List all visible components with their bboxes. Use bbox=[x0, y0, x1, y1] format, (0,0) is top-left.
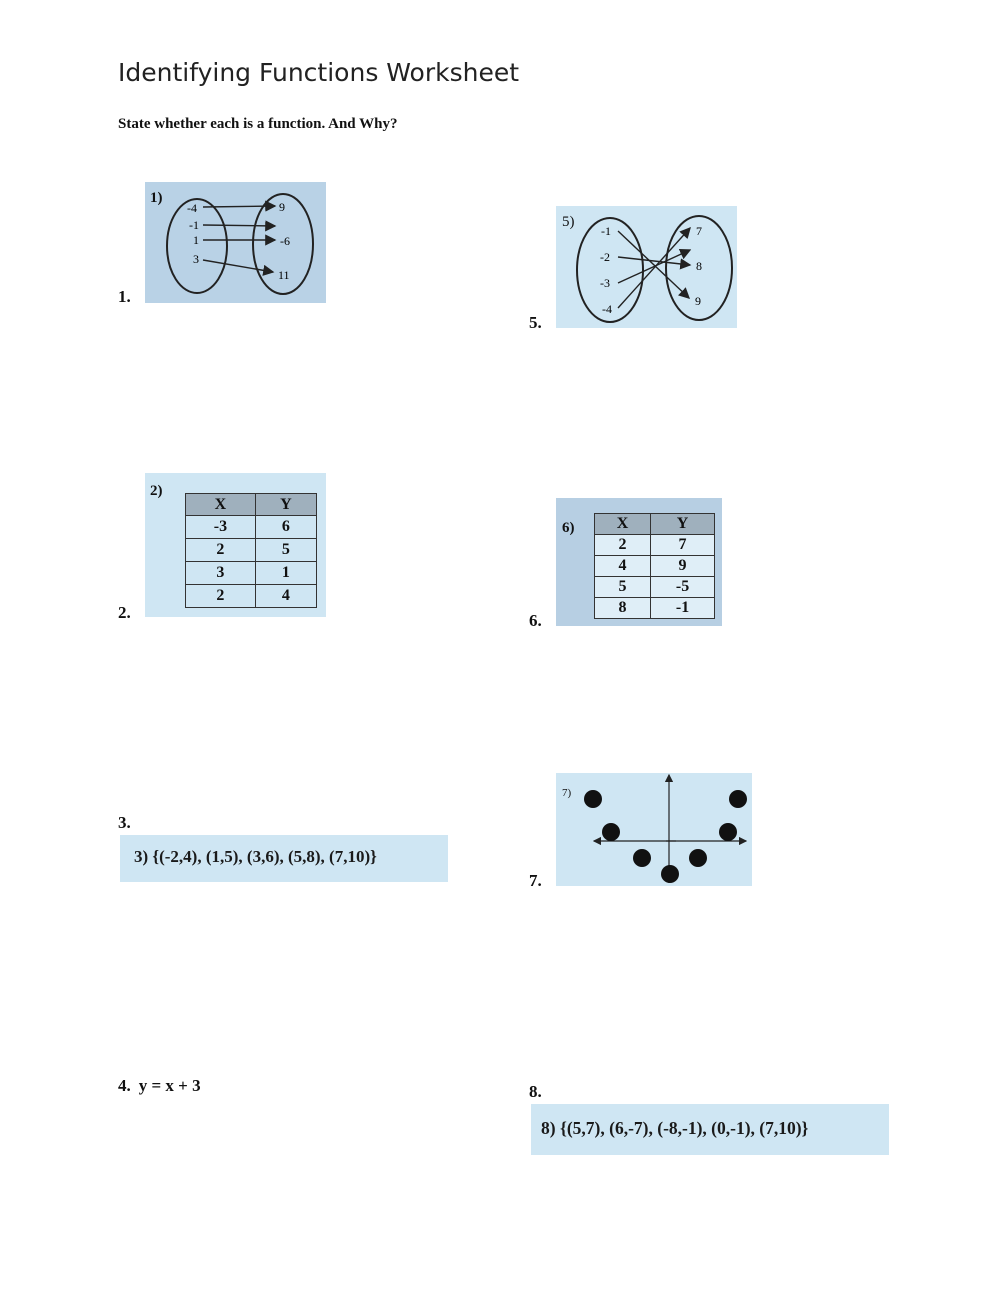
ordered-pairs-set: 3) {(-2,4), (1,5), (3,6), (5,8), (7,10)} bbox=[134, 847, 377, 866]
mapping-diagram-5 bbox=[556, 206, 737, 328]
range-value: 8 bbox=[696, 259, 702, 273]
domain-value: -3 bbox=[600, 276, 610, 290]
domain-value: -2 bbox=[600, 250, 610, 264]
table-cell: 5 bbox=[595, 577, 651, 598]
table-cell: 7 bbox=[651, 535, 715, 556]
problem-5-panel-label: 5) bbox=[562, 214, 575, 230]
mapping-arrow bbox=[203, 225, 275, 226]
mapping-diagram-1 bbox=[145, 182, 326, 303]
problem-4-number: 4. bbox=[118, 1076, 131, 1095]
column-header: X bbox=[186, 494, 256, 516]
column-header: Y bbox=[255, 494, 316, 516]
table-cell: 8 bbox=[595, 598, 651, 619]
domain-value: -1 bbox=[189, 218, 199, 232]
range-value: -6 bbox=[280, 234, 290, 248]
table-cell: -5 bbox=[651, 577, 715, 598]
domain-value: -4 bbox=[602, 302, 612, 316]
problem-3-set-panel bbox=[120, 835, 448, 882]
xy-table bbox=[185, 493, 317, 608]
table-cell: 6 bbox=[255, 516, 316, 539]
problem-6-panel-label: 6) bbox=[562, 520, 575, 536]
problem-7-graph-panel bbox=[556, 773, 752, 886]
table-cell: 4 bbox=[595, 556, 651, 577]
mapping-arrow bbox=[203, 206, 275, 207]
table-cell: -1 bbox=[651, 598, 715, 619]
graph-point bbox=[584, 790, 602, 808]
graph-point bbox=[633, 849, 651, 867]
table-cell: 4 bbox=[255, 585, 316, 608]
domain-value: -4 bbox=[187, 201, 197, 215]
table-cell: 2 bbox=[595, 535, 651, 556]
table-cell: 2 bbox=[186, 539, 256, 562]
table-cell: 5 bbox=[255, 539, 316, 562]
domain-value: -1 bbox=[601, 224, 611, 238]
problem-8-number: 8. bbox=[529, 1082, 542, 1101]
problem-7-number: 7. bbox=[529, 871, 542, 890]
graph-point bbox=[661, 865, 679, 883]
problem-1-panel-label: 1) bbox=[150, 190, 163, 206]
range-value: 7 bbox=[696, 224, 702, 238]
instructions: State whether each is a function. And Why? bbox=[118, 116, 398, 132]
graph-point bbox=[689, 849, 707, 867]
scatter-graph-7 bbox=[556, 773, 752, 886]
column-header: Y bbox=[651, 514, 715, 535]
graph-point bbox=[729, 790, 747, 808]
problem-6-number: 6. bbox=[529, 611, 542, 630]
mapping-arrow bbox=[203, 260, 273, 272]
domain-value: 1 bbox=[193, 233, 199, 247]
mapping-arrow bbox=[618, 257, 690, 265]
page-title: Identifying Functions Worksheet bbox=[118, 58, 520, 87]
problem-4 bbox=[118, 1076, 201, 1096]
problem-7-panel-label: 7) bbox=[562, 787, 572, 799]
table-cell: 9 bbox=[651, 556, 715, 577]
table-cell: 2 bbox=[186, 585, 256, 608]
graph-point bbox=[719, 823, 737, 841]
problem-2-table-panel bbox=[145, 473, 326, 617]
mapping-arrow bbox=[618, 228, 690, 308]
problem-5-number: 5. bbox=[529, 313, 542, 332]
ordered-pairs-set: 8) {(5,7), (6,-7), (-8,-1), (0,-1), (7,10)} bbox=[541, 1118, 809, 1138]
problem-8-set-panel bbox=[531, 1104, 889, 1155]
problem-2-number: 2. bbox=[118, 603, 131, 622]
problem-6-table-panel bbox=[556, 498, 722, 626]
mapping-arrow bbox=[618, 250, 690, 283]
problem-1-number: 1. bbox=[118, 287, 131, 306]
table-cell: -3 bbox=[186, 516, 256, 539]
xy-table bbox=[594, 513, 715, 619]
range-value: 9 bbox=[695, 294, 701, 308]
column-header: X bbox=[595, 514, 651, 535]
graph-point bbox=[602, 823, 620, 841]
table-cell: 1 bbox=[255, 562, 316, 585]
table-cell: 3 bbox=[186, 562, 256, 585]
range-value: 9 bbox=[279, 200, 285, 214]
problem-5-mapping bbox=[556, 206, 737, 328]
problem-2-panel-label: 2) bbox=[150, 483, 163, 499]
domain-value: 3 bbox=[193, 252, 199, 266]
problem-1-mapping bbox=[145, 182, 326, 303]
range-value: 11 bbox=[278, 268, 290, 282]
equation: y = x + 3 bbox=[138, 1076, 201, 1095]
problem-3-number: 3. bbox=[118, 813, 131, 832]
